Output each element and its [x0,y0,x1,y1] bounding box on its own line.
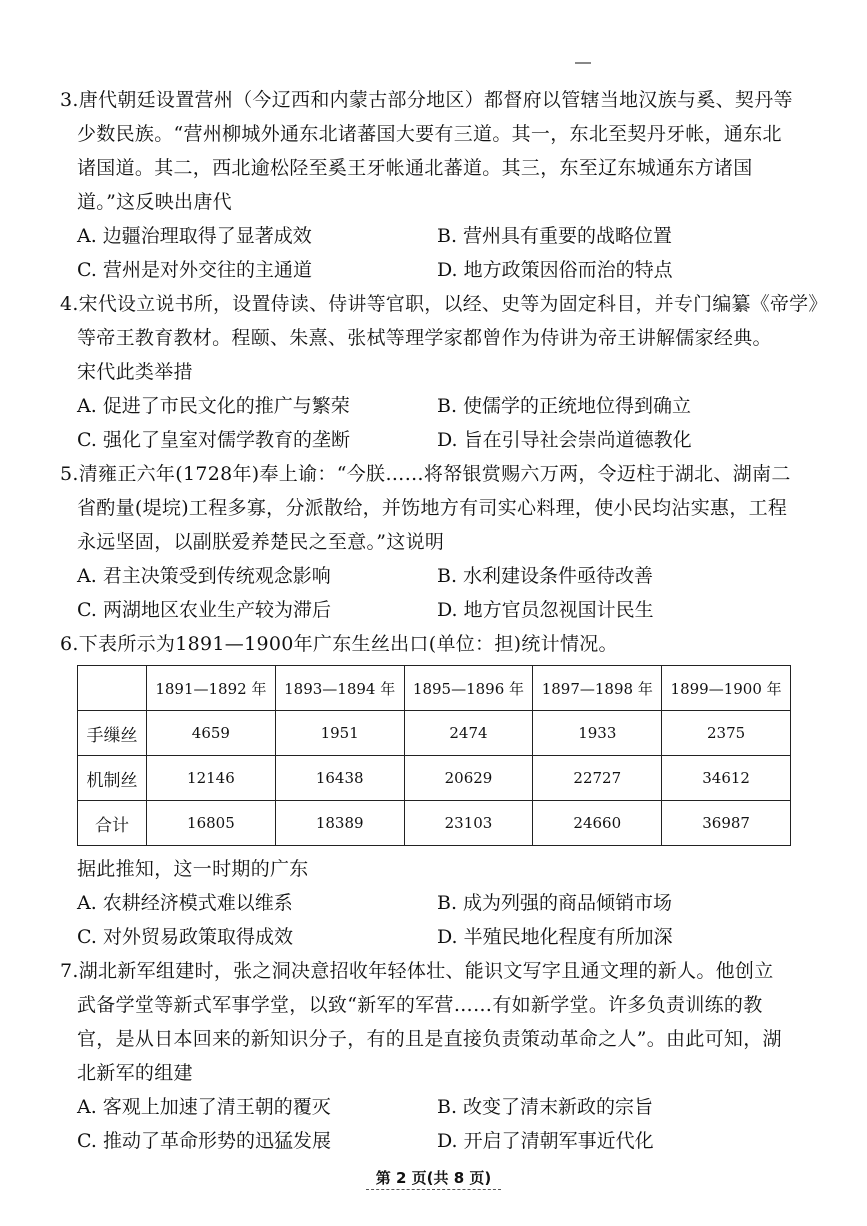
table-row-header: 机制丝 [78,756,147,801]
q4-line-2: 等帝王教育教材。程颐、朱熹、张栻等理学家都曾作为侍讲为帝王讲解儒家经典。 [77,327,772,349]
q5-line-1: 5.清雍正六年(1728年)奉上谕：“今朕……将帑银赏赐六万两，令迈柱于湖北、湖南二 [60,463,791,485]
q4-option-d: D. 旨在引导社会崇尚道德教化 [437,429,692,451]
table-cell: 16805 [147,801,276,846]
table-row-header: 手缫丝 [78,711,147,756]
table-row-header: 合计 [78,801,147,846]
table-cell: 16438 [275,756,404,801]
table-cell: 2375 [662,711,791,756]
table-row [78,756,791,801]
q3-option-d: D. 地方政策因俗而治的特点 [437,259,673,281]
q5-option-b: B. 水利建设条件亟待改善 [437,565,654,587]
q3-line-2: 少数民族。“营州柳城外通东北诸蕃国大要有三道。其一，东北至契丹牙帐，通东北 [77,123,782,145]
q4-line-1: 4.宋代设立说书所，设置侍读、侍讲等官职，以经、史等为固定科目，并专门编纂《帝学》 [60,293,828,315]
q4-option-a: A. 促进了市民文化的推广与繁荣 [77,395,350,417]
q4-option-c: C. 强化了皇室对儒学教育的垄断 [77,429,350,451]
q7-option-c: C. 推动了革命形势的迅猛发展 [77,1130,331,1152]
table-cell: 4659 [147,711,276,756]
q5-line-3: 永远坚固，以副朕爱养楚民之至意。”这说明 [77,531,445,553]
table-cell: 1933 [533,711,662,756]
table-row [78,801,791,846]
table-header-cell: 1895—1896 年 [404,666,533,711]
silk-export-table [77,665,791,846]
page-footer [0,1167,867,1188]
q4-option-b: B. 使儒学的正统地位得到确立 [437,395,692,417]
q6-option-b: B. 成为列强的商品倾销市场 [437,892,673,914]
scan-mark [575,62,591,64]
q7-option-b: B. 改变了清末新政的宗旨 [437,1096,654,1118]
q3-line-4: 道。”这反映出唐代 [77,191,232,213]
q6-option-d: D. 半殖民地化程度有所加深 [437,926,673,948]
q7-line-3: 官，是从日本回来的新知识分子，有的且是直接负责策动革命之人”。由此可知，湖 [77,1028,782,1050]
table-cell: 12146 [147,756,276,801]
table-header-cell: 1893—1894 年 [275,666,404,711]
q3-line-1: 3.唐代朝廷设置营州（今辽西和内蒙古部分地区）都督府以管辖当地汉族与奚、契丹等 [60,89,793,111]
table-row [78,711,791,756]
table-cell: 1951 [275,711,404,756]
table-header-row [78,666,791,711]
table-header-cell: 1897—1898 年 [533,666,662,711]
q5-line-2: 省酌量(堤垸)工程多寡，分派散给，并饬地方有司实心料理，使小民均沾实惠，工程 [77,497,788,519]
table-cell: 36987 [662,801,791,846]
q7-line-1: 7.湖北新军组建时，张之洞决意招收年轻体壮、能识文写字且通文理的新人。他创立 [60,960,774,982]
table-cell: 18389 [275,801,404,846]
q7-line-2: 武备学堂等新式军事学堂，以致“新军的军营……有如新学堂。许多负责训练的教 [77,994,763,1016]
q7-option-d: D. 开启了清朝军事近代化 [437,1130,654,1152]
table-cell: 20629 [404,756,533,801]
q5-option-a: A. 君主决策受到传统观念影响 [77,565,331,587]
table-cell: 2474 [404,711,533,756]
table-cell: 22727 [533,756,662,801]
q6-line-after: 据此推知，这一时期的广东 [77,858,309,880]
q7-line-4: 北新军的组建 [77,1062,193,1084]
q6-line-1: 6.下表所示为1891—1900年广东生丝出口(单位：担)统计情况。 [60,633,618,655]
table-header-cell: 1891—1892 年 [147,666,276,711]
q6-option-a: A. 农耕经济模式难以维系 [77,892,293,914]
table-cell: 23103 [404,801,533,846]
table-header-cell: 1899—1900 年 [662,666,791,711]
q4-line-3: 宋代此类举措 [77,361,193,383]
q3-line-3: 诸国道。其二，西北逾松陉至奚王牙帐通北蕃道。其三，东至辽东城通东方诸国 [77,157,753,179]
q3-option-c: C. 营州是对外交往的主通道 [77,259,312,281]
table-cell: 34612 [662,756,791,801]
table-corner-cell [78,666,147,711]
page-number: 第 2 页(共 8 页) [366,1169,501,1190]
q7-option-a: A. 客观上加速了清王朝的覆灭 [77,1096,331,1118]
q5-option-c: C. 两湖地区农业生产较为滞后 [77,599,331,621]
table-cell: 24660 [533,801,662,846]
q3-option-a: A. 边疆治理取得了显著成效 [77,225,312,247]
q5-option-d: D. 地方官员忽视国计民生 [437,599,654,621]
q6-option-c: C. 对外贸易政策取得成效 [77,926,293,948]
q3-option-b: B. 营州具有重要的战略位置 [437,225,673,247]
